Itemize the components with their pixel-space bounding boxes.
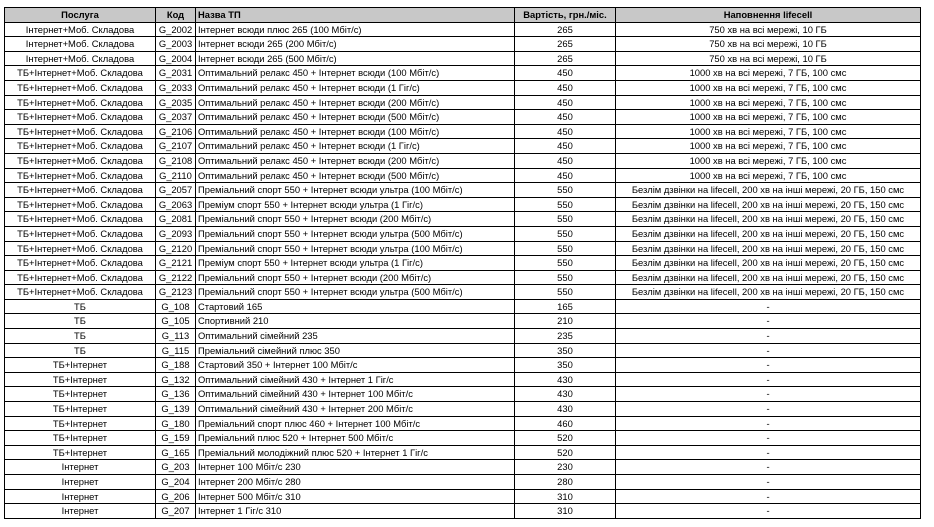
cell-plan-name: Інтернет всюди плюс 265 (100 Мбіт/с)	[196, 22, 515, 37]
cell-code: G_188	[156, 358, 196, 373]
cell-plan-name: Оптимальний сімейний 235	[196, 329, 515, 344]
cell-lifecell-content: -	[616, 402, 921, 417]
cell-code: G_105	[156, 314, 196, 329]
cell-lifecell-content: -	[616, 358, 921, 373]
cell-plan-name: Преміальний молодіжний плюс 520 + Інтернет 1 Гіг/с	[196, 445, 515, 460]
table-header-row	[5, 8, 921, 23]
cell-lifecell-content: 1000 хв на всі мережі, 7 ГБ, 100 смс	[616, 66, 921, 81]
cell-lifecell-content: 1000 хв на всі мережі, 7 ГБ, 100 смс	[616, 124, 921, 139]
cell-plan-name: Оптимальний релакс 450 + Інтернет всюди (100 Мбіт/с)	[196, 124, 515, 139]
cell-code: G_132	[156, 372, 196, 387]
cell-price: 430	[515, 372, 616, 387]
table-body	[5, 22, 921, 518]
cell-price: 350	[515, 358, 616, 373]
cell-lifecell-content: Безлім дзвінки на lifecell, 200 хв на інші мережі, 20 ГБ, 150 смс	[616, 270, 921, 285]
cell-plan-name: Оптимальний релакс 450 + Інтернет всюди (200 Мбіт/с)	[196, 153, 515, 168]
table-row	[5, 226, 921, 241]
cell-price: 265	[515, 22, 616, 37]
cell-plan-name: Спортивний 210	[196, 314, 515, 329]
cell-price: 460	[515, 416, 616, 431]
cell-code: G_2063	[156, 197, 196, 212]
table-row	[5, 110, 921, 125]
cell-lifecell-content: Безлім дзвінки на lifecell, 200 хв на інші мережі, 20 ГБ, 150 смс	[616, 256, 921, 271]
cell-plan-name: Преміальний плюс 520 + Інтернет 500 Мбіт/с	[196, 431, 515, 446]
cell-code: G_165	[156, 445, 196, 460]
cell-service: ТБ+Інтернет+Моб. Складова	[5, 183, 156, 198]
cell-service: ТБ+Інтернет+Моб. Складова	[5, 124, 156, 139]
table-row	[5, 329, 921, 344]
cell-service: ТБ+Інтернет+Моб. Складова	[5, 270, 156, 285]
cell-code: G_203	[156, 460, 196, 475]
cell-price: 265	[515, 37, 616, 52]
cell-plan-name: Інтернет всюди 265 (200 Мбіт/с)	[196, 37, 515, 52]
cell-lifecell-content: Безлім дзвінки на lifecell, 200 хв на інші мережі, 20 ГБ, 150 смс	[616, 197, 921, 212]
cell-lifecell-content: Безлім дзвінки на lifecell, 200 хв на інші мережі, 20 ГБ, 150 смс	[616, 212, 921, 227]
cell-lifecell-content: 750 хв на всі мережі, 10 ГБ	[616, 51, 921, 66]
cell-code: G_204	[156, 475, 196, 490]
cell-price: 550	[515, 256, 616, 271]
table-row	[5, 37, 921, 52]
tariff-table-container	[4, 7, 921, 519]
cell-code: G_2110	[156, 168, 196, 183]
cell-service: ТБ+Інтернет	[5, 358, 156, 373]
cell-lifecell-content: 1000 хв на всі мережі, 7 ГБ, 100 смс	[616, 110, 921, 125]
cell-code: G_2081	[156, 212, 196, 227]
cell-lifecell-content: 750 хв на всі мережі, 10 ГБ	[616, 22, 921, 37]
cell-price: 280	[515, 475, 616, 490]
cell-plan-name: Преміальний спорт 550 + Інтернет всюди ультра (500 Мбіт/с)	[196, 285, 515, 300]
table-row	[5, 139, 921, 154]
cell-plan-name: Інтернет 200 Мбіт/с 280	[196, 475, 515, 490]
cell-price: 265	[515, 51, 616, 66]
cell-lifecell-content: -	[616, 431, 921, 446]
cell-service: ТБ+Інтернет	[5, 445, 156, 460]
table-row	[5, 285, 921, 300]
table-row	[5, 299, 921, 314]
table-row	[5, 475, 921, 490]
cell-code: G_2004	[156, 51, 196, 66]
cell-code: G_136	[156, 387, 196, 402]
cell-code: G_159	[156, 431, 196, 446]
cell-service: ТБ+Інтернет+Моб. Складова	[5, 95, 156, 110]
cell-service: ТБ+Інтернет+Моб. Складова	[5, 80, 156, 95]
table-row	[5, 431, 921, 446]
cell-price: 165	[515, 299, 616, 314]
cell-service: ТБ+Інтернет+Моб. Складова	[5, 241, 156, 256]
cell-code: G_2033	[156, 80, 196, 95]
table-row	[5, 124, 921, 139]
cell-plan-name: Інтернет 1 Гіг/с 310	[196, 504, 515, 519]
cell-lifecell-content: -	[616, 504, 921, 519]
cell-lifecell-content: 1000 хв на всі мережі, 7 ГБ, 100 смс	[616, 153, 921, 168]
cell-price: 430	[515, 402, 616, 417]
cell-code: G_2107	[156, 139, 196, 154]
cell-plan-name: Преміальний спорт плюс 460 + Інтернет 100 Мбіт/с	[196, 416, 515, 431]
cell-plan-name: Оптимальний релакс 450 + Інтернет всюди (100 Мбіт/с)	[196, 66, 515, 81]
header-plan-name: Назва ТП	[196, 8, 515, 23]
cell-lifecell-content: Безлім дзвінки на lifecell, 200 хв на інші мережі, 20 ГБ, 150 смс	[616, 241, 921, 256]
cell-plan-name: Преміальний спорт 550 + Інтернет всюди ультра (100 Мбіт/с)	[196, 183, 515, 198]
cell-price: 430	[515, 387, 616, 402]
cell-plan-name: Преміальний спорт 550 + Інтернет всюди ультра (100 Мбіт/с)	[196, 241, 515, 256]
cell-service: Інтернет	[5, 475, 156, 490]
cell-lifecell-content: Безлім дзвінки на lifecell, 200 хв на інші мережі, 20 ГБ, 150 смс	[616, 183, 921, 198]
cell-service: ТБ+Інтернет	[5, 402, 156, 417]
cell-price: 550	[515, 241, 616, 256]
table-row	[5, 95, 921, 110]
header-service: Послуга	[5, 8, 156, 23]
cell-plan-name: Оптимальний релакс 450 + Інтернет всюди (1 Гіг/с)	[196, 139, 515, 154]
cell-price: 450	[515, 139, 616, 154]
cell-plan-name: Оптимальний сімейний 430 + Інтернет 100 Мбіт/с	[196, 387, 515, 402]
cell-price: 450	[515, 153, 616, 168]
cell-plan-name: Оптимальний релакс 450 + Інтернет всюди (1 Гіг/с)	[196, 80, 515, 95]
cell-service: ТБ+Інтернет	[5, 431, 156, 446]
cell-price: 520	[515, 445, 616, 460]
cell-service: ТБ+Інтернет+Моб. Складова	[5, 197, 156, 212]
cell-plan-name: Інтернет 100 Мбіт/с 230	[196, 460, 515, 475]
cell-price: 520	[515, 431, 616, 446]
cell-service: ТБ+Інтернет+Моб. Складова	[5, 256, 156, 271]
table-row	[5, 372, 921, 387]
table-row	[5, 416, 921, 431]
cell-plan-name: Преміальний спорт 550 + Інтернет всюди (200 Мбіт/с)	[196, 212, 515, 227]
cell-service: Інтернет+Моб. Складова	[5, 51, 156, 66]
cell-service: ТБ+Інтернет+Моб. Складова	[5, 66, 156, 81]
cell-lifecell-content: -	[616, 329, 921, 344]
cell-price: 450	[515, 168, 616, 183]
cell-plan-name: Оптимальний сімейний 430 + Інтернет 1 Гіг/с	[196, 372, 515, 387]
cell-price: 550	[515, 270, 616, 285]
cell-price: 450	[515, 95, 616, 110]
cell-plan-name: Преміальний спорт 550 + Інтернет всюди ультра (500 Мбіт/с)	[196, 226, 515, 241]
cell-service: Інтернет	[5, 504, 156, 519]
cell-price: 450	[515, 110, 616, 125]
cell-lifecell-content: 1000 хв на всі мережі, 7 ГБ, 100 смс	[616, 80, 921, 95]
cell-service: ТБ+Інтернет	[5, 387, 156, 402]
cell-code: G_180	[156, 416, 196, 431]
cell-code: G_2035	[156, 95, 196, 110]
cell-lifecell-content: 1000 хв на всі мережі, 7 ГБ, 100 смс	[616, 139, 921, 154]
cell-service: Інтернет+Моб. Складова	[5, 37, 156, 52]
cell-price: 550	[515, 197, 616, 212]
cell-code: G_139	[156, 402, 196, 417]
table-row	[5, 153, 921, 168]
cell-service: ТБ+Інтернет+Моб. Складова	[5, 168, 156, 183]
table-row	[5, 241, 921, 256]
table-row	[5, 402, 921, 417]
table-row	[5, 460, 921, 475]
cell-service: ТБ+Інтернет+Моб. Складова	[5, 153, 156, 168]
table-row	[5, 270, 921, 285]
table-row	[5, 197, 921, 212]
cell-price: 450	[515, 80, 616, 95]
cell-service: ТБ+Інтернет+Моб. Складова	[5, 285, 156, 300]
table-row	[5, 314, 921, 329]
cell-service: ТБ+Інтернет+Моб. Складова	[5, 212, 156, 227]
cell-price: 550	[515, 183, 616, 198]
cell-plan-name: Стартовий 350 + Інтернет 100 Мбіт/с	[196, 358, 515, 373]
cell-service: ТБ+Інтернет+Моб. Складова	[5, 139, 156, 154]
cell-lifecell-content: -	[616, 475, 921, 490]
cell-price: 550	[515, 212, 616, 227]
cell-service: ТБ+Інтернет	[5, 416, 156, 431]
cell-lifecell-content: -	[616, 387, 921, 402]
cell-service: ТБ	[5, 314, 156, 329]
cell-code: G_2123	[156, 285, 196, 300]
cell-price: 450	[515, 124, 616, 139]
table-row	[5, 80, 921, 95]
cell-code: G_113	[156, 329, 196, 344]
cell-code: G_206	[156, 489, 196, 504]
cell-code: G_2057	[156, 183, 196, 198]
cell-plan-name: Оптимальний релакс 450 + Інтернет всюди (500 Мбіт/с)	[196, 168, 515, 183]
cell-code: G_2120	[156, 241, 196, 256]
header-lifecell-content: Наповнення lifecell	[616, 8, 921, 23]
cell-lifecell-content: -	[616, 460, 921, 475]
tariff-table	[4, 7, 921, 519]
table-row	[5, 212, 921, 227]
cell-service: ТБ	[5, 343, 156, 358]
cell-plan-name: Інтернет 500 Мбіт/с 310	[196, 489, 515, 504]
cell-price: 550	[515, 285, 616, 300]
cell-plan-name: Інтернет всюди 265 (500 Мбіт/с)	[196, 51, 515, 66]
header-code: Код	[156, 8, 196, 23]
cell-lifecell-content: 1000 хв на всі мережі, 7 ГБ, 100 смс	[616, 95, 921, 110]
cell-lifecell-content: -	[616, 343, 921, 358]
table-row	[5, 358, 921, 373]
cell-code: G_115	[156, 343, 196, 358]
cell-lifecell-content: -	[616, 416, 921, 431]
table-row	[5, 489, 921, 504]
cell-plan-name: Оптимальний релакс 450 + Інтернет всюди (500 Мбіт/с)	[196, 110, 515, 125]
table-row	[5, 343, 921, 358]
table-row	[5, 256, 921, 271]
header-price: Вартість, грн./міс.	[515, 8, 616, 23]
cell-lifecell-content: -	[616, 372, 921, 387]
cell-lifecell-content: -	[616, 314, 921, 329]
table-row	[5, 22, 921, 37]
cell-service: ТБ	[5, 299, 156, 314]
cell-plan-name: Преміум спорт 550 + Інтернет всюди ультра (1 Гіг/с)	[196, 256, 515, 271]
cell-price: 310	[515, 504, 616, 519]
cell-price: 550	[515, 226, 616, 241]
cell-price: 230	[515, 460, 616, 475]
cell-code: G_207	[156, 504, 196, 519]
cell-lifecell-content: -	[616, 299, 921, 314]
table-row	[5, 387, 921, 402]
cell-lifecell-content: 750 хв на всі мережі, 10 ГБ	[616, 37, 921, 52]
cell-price: 350	[515, 343, 616, 358]
table-row	[5, 66, 921, 81]
cell-lifecell-content: Безлім дзвінки на lifecell, 200 хв на інші мережі, 20 ГБ, 150 смс	[616, 285, 921, 300]
cell-plan-name: Стартовий 165	[196, 299, 515, 314]
cell-code: G_2003	[156, 37, 196, 52]
cell-plan-name: Оптимальний сімейний 430 + Інтернет 200 Мбіт/с	[196, 402, 515, 417]
table-row	[5, 504, 921, 519]
cell-lifecell-content: -	[616, 489, 921, 504]
cell-code: G_2093	[156, 226, 196, 241]
cell-lifecell-content: -	[616, 445, 921, 460]
cell-code: G_2037	[156, 110, 196, 125]
cell-service: ТБ+Інтернет+Моб. Складова	[5, 226, 156, 241]
cell-price: 450	[515, 66, 616, 81]
cell-code: G_2121	[156, 256, 196, 271]
cell-service: ТБ	[5, 329, 156, 344]
cell-code: G_2106	[156, 124, 196, 139]
cell-service: ТБ+Інтернет	[5, 372, 156, 387]
table-row	[5, 183, 921, 198]
table-row	[5, 51, 921, 66]
cell-plan-name: Оптимальний релакс 450 + Інтернет всюди (200 Мбіт/с)	[196, 95, 515, 110]
table-row	[5, 168, 921, 183]
cell-plan-name: Преміальний сімейний плюс 350	[196, 343, 515, 358]
cell-price: 235	[515, 329, 616, 344]
cell-price: 310	[515, 489, 616, 504]
cell-service: ТБ+Інтернет+Моб. Складова	[5, 110, 156, 125]
cell-code: G_2031	[156, 66, 196, 81]
cell-code: G_2002	[156, 22, 196, 37]
cell-lifecell-content: Безлім дзвінки на lifecell, 200 хв на інші мережі, 20 ГБ, 150 смс	[616, 226, 921, 241]
cell-code: G_2108	[156, 153, 196, 168]
cell-plan-name: Преміум спорт 550 + Інтернет всюди ультра (1 Гіг/с)	[196, 197, 515, 212]
cell-service: Інтернет	[5, 489, 156, 504]
cell-code: G_108	[156, 299, 196, 314]
cell-code: G_2122	[156, 270, 196, 285]
cell-plan-name: Преміальний спорт 550 + Інтернет всюди (200 Мбіт/с)	[196, 270, 515, 285]
cell-service: Інтернет+Моб. Складова	[5, 22, 156, 37]
cell-lifecell-content: 1000 хв на всі мережі, 7 ГБ, 100 смс	[616, 168, 921, 183]
cell-price: 210	[515, 314, 616, 329]
cell-service: Інтернет	[5, 460, 156, 475]
table-row	[5, 445, 921, 460]
